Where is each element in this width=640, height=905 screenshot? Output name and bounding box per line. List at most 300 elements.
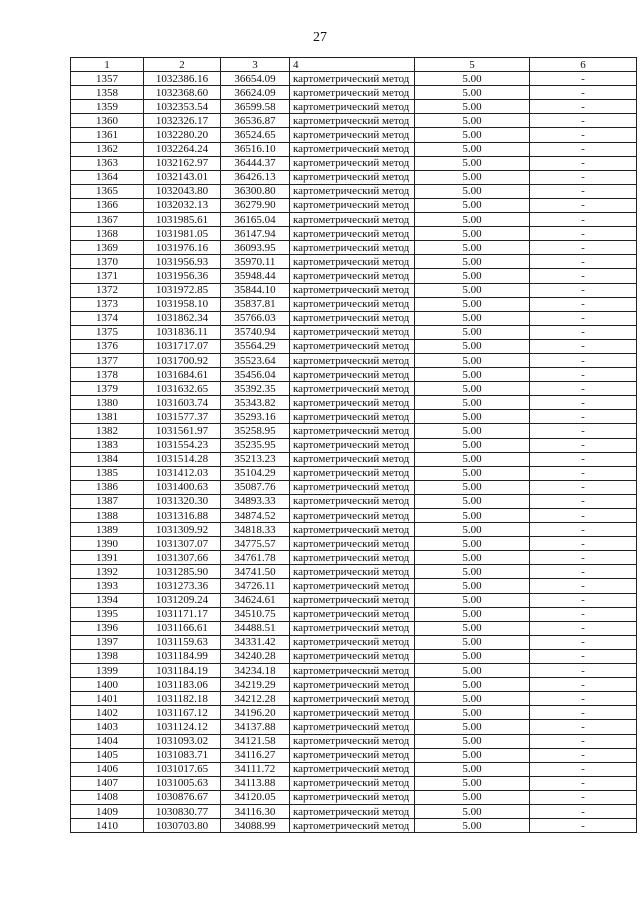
point-number-cell: 1378 — [71, 368, 144, 382]
accuracy-cell: 5.00 — [415, 819, 530, 833]
note-cell: - — [530, 762, 637, 776]
point-number-cell: 1397 — [71, 635, 144, 649]
point-number-cell: 1366 — [71, 198, 144, 212]
y-coordinate-cell: 34234.18 — [221, 664, 290, 678]
point-number-cell: 1367 — [71, 213, 144, 227]
table-row — [71, 621, 637, 635]
x-coordinate-cell: 1032326.17 — [144, 114, 221, 128]
point-number-cell: 1377 — [71, 353, 144, 367]
y-coordinate-cell: 36599.58 — [221, 100, 290, 114]
accuracy-cell: 5.00 — [415, 678, 530, 692]
y-coordinate-cell: 35740.94 — [221, 325, 290, 339]
table-row — [71, 128, 637, 142]
point-number-cell: 1379 — [71, 382, 144, 396]
x-coordinate-cell: 1030830.77 — [144, 804, 221, 818]
accuracy-cell: 5.00 — [415, 706, 530, 720]
point-number-cell: 1364 — [71, 170, 144, 184]
note-cell: - — [530, 382, 637, 396]
y-coordinate-cell: 35523.64 — [221, 353, 290, 367]
accuracy-cell: 5.00 — [415, 170, 530, 184]
point-number-cell: 1358 — [71, 86, 144, 100]
method-cell: картометрический метод — [290, 184, 415, 198]
y-coordinate-cell: 35293.16 — [221, 410, 290, 424]
x-coordinate-cell: 1031184.99 — [144, 649, 221, 663]
table-row — [71, 100, 637, 114]
method-cell: картометрический метод — [290, 692, 415, 706]
method-cell: картометрический метод — [290, 227, 415, 241]
point-number-cell: 1370 — [71, 255, 144, 269]
table-row — [71, 114, 637, 128]
table-row — [71, 297, 637, 311]
x-coordinate-cell: 1031412.03 — [144, 466, 221, 480]
accuracy-cell: 5.00 — [415, 621, 530, 635]
x-coordinate-cell: 1031700.92 — [144, 353, 221, 367]
note-cell: - — [530, 297, 637, 311]
note-cell: - — [530, 466, 637, 480]
method-cell: картометрический метод — [290, 142, 415, 156]
table-row — [71, 339, 637, 353]
table-row — [71, 664, 637, 678]
point-number-cell: 1380 — [71, 396, 144, 410]
y-coordinate-cell: 36165.04 — [221, 213, 290, 227]
y-coordinate-cell: 35948.44 — [221, 269, 290, 283]
x-coordinate-cell: 1032353.54 — [144, 100, 221, 114]
point-number-cell: 1388 — [71, 509, 144, 523]
column-header-4: 4 — [290, 58, 415, 72]
x-coordinate-cell: 1031684.61 — [144, 368, 221, 382]
method-cell: картометрический метод — [290, 523, 415, 537]
point-number-cell: 1368 — [71, 227, 144, 241]
x-coordinate-cell: 1032368.60 — [144, 86, 221, 100]
y-coordinate-cell: 36279.90 — [221, 198, 290, 212]
y-coordinate-cell: 36093.95 — [221, 241, 290, 255]
table-row — [71, 720, 637, 734]
table-row — [71, 748, 637, 762]
table-row — [71, 142, 637, 156]
note-cell: - — [530, 565, 637, 579]
table-row — [71, 480, 637, 494]
table-row — [71, 509, 637, 523]
method-cell: картометрический метод — [290, 100, 415, 114]
x-coordinate-cell: 1031017.65 — [144, 762, 221, 776]
point-number-cell: 1404 — [71, 734, 144, 748]
method-cell: картометрический метод — [290, 128, 415, 142]
table-row — [71, 692, 637, 706]
accuracy-cell: 5.00 — [415, 368, 530, 382]
y-coordinate-cell: 34116.30 — [221, 804, 290, 818]
x-coordinate-cell: 1032264.24 — [144, 142, 221, 156]
x-coordinate-cell: 1031985.61 — [144, 213, 221, 227]
note-cell: - — [530, 424, 637, 438]
column-header-6: 6 — [530, 58, 637, 72]
accuracy-cell: 5.00 — [415, 579, 530, 593]
note-cell: - — [530, 353, 637, 367]
table-body — [71, 72, 637, 833]
accuracy-cell: 5.00 — [415, 198, 530, 212]
method-cell: картометрический метод — [290, 776, 415, 790]
note-cell: - — [530, 734, 637, 748]
note-cell: - — [530, 804, 637, 818]
note-cell: - — [530, 156, 637, 170]
table-row — [71, 579, 637, 593]
table-row — [71, 72, 637, 86]
accuracy-cell: 5.00 — [415, 551, 530, 565]
y-coordinate-cell: 36426.13 — [221, 170, 290, 184]
note-cell: - — [530, 649, 637, 663]
note-cell: - — [530, 170, 637, 184]
x-coordinate-cell: 1031561.97 — [144, 424, 221, 438]
accuracy-cell: 5.00 — [415, 734, 530, 748]
x-coordinate-cell: 1031183.06 — [144, 678, 221, 692]
point-number-cell: 1410 — [71, 819, 144, 833]
point-number-cell: 1387 — [71, 494, 144, 508]
note-cell: - — [530, 678, 637, 692]
method-cell: картометрический метод — [290, 565, 415, 579]
method-cell: картометрический метод — [290, 678, 415, 692]
accuracy-cell: 5.00 — [415, 790, 530, 804]
x-coordinate-cell: 1031093.02 — [144, 734, 221, 748]
method-cell: картометрический метод — [290, 213, 415, 227]
note-cell: - — [530, 509, 637, 523]
point-number-cell: 1385 — [71, 466, 144, 480]
accuracy-cell: 5.00 — [415, 748, 530, 762]
y-coordinate-cell: 34212.28 — [221, 692, 290, 706]
method-cell: картометрический метод — [290, 114, 415, 128]
y-coordinate-cell: 34240.28 — [221, 649, 290, 663]
method-cell: картометрический метод — [290, 396, 415, 410]
y-coordinate-cell: 34893.33 — [221, 494, 290, 508]
method-cell: картометрический метод — [290, 734, 415, 748]
y-coordinate-cell: 36444.37 — [221, 156, 290, 170]
method-cell: картометрический метод — [290, 297, 415, 311]
note-cell: - — [530, 227, 637, 241]
x-coordinate-cell: 1031166.61 — [144, 621, 221, 635]
accuracy-cell: 5.00 — [415, 396, 530, 410]
x-coordinate-cell: 1031309.92 — [144, 523, 221, 537]
x-coordinate-cell: 1031981.05 — [144, 227, 221, 241]
note-cell: - — [530, 579, 637, 593]
note-cell: - — [530, 311, 637, 325]
method-cell: картометрический метод — [290, 255, 415, 269]
x-coordinate-cell: 1031171.17 — [144, 607, 221, 621]
point-number-cell: 1372 — [71, 283, 144, 297]
table-header — [71, 58, 637, 72]
point-number-cell: 1403 — [71, 720, 144, 734]
method-cell: картометрический метод — [290, 269, 415, 283]
accuracy-cell: 5.00 — [415, 283, 530, 297]
table-row — [71, 804, 637, 818]
table-row — [71, 198, 637, 212]
y-coordinate-cell: 35213.23 — [221, 452, 290, 466]
note-cell: - — [530, 269, 637, 283]
method-cell: картометрический метод — [290, 635, 415, 649]
note-cell: - — [530, 325, 637, 339]
note-cell: - — [530, 142, 637, 156]
table-row — [71, 607, 637, 621]
point-number-cell: 1389 — [71, 523, 144, 537]
table-row — [71, 410, 637, 424]
y-coordinate-cell: 34624.61 — [221, 593, 290, 607]
point-number-cell: 1390 — [71, 537, 144, 551]
x-coordinate-cell: 1031976.16 — [144, 241, 221, 255]
note-cell: - — [530, 537, 637, 551]
y-coordinate-cell: 34121.58 — [221, 734, 290, 748]
accuracy-cell: 5.00 — [415, 353, 530, 367]
point-number-cell: 1406 — [71, 762, 144, 776]
x-coordinate-cell: 1032043.80 — [144, 184, 221, 198]
note-cell: - — [530, 607, 637, 621]
note-cell: - — [530, 72, 637, 86]
table-row — [71, 523, 637, 537]
point-number-cell: 1396 — [71, 621, 144, 635]
point-number-cell: 1383 — [71, 438, 144, 452]
note-cell: - — [530, 523, 637, 537]
point-number-cell: 1376 — [71, 339, 144, 353]
accuracy-cell: 5.00 — [415, 452, 530, 466]
table-row — [71, 311, 637, 325]
y-coordinate-cell: 36524.65 — [221, 128, 290, 142]
x-coordinate-cell: 1032032.13 — [144, 198, 221, 212]
x-coordinate-cell: 1031285.90 — [144, 565, 221, 579]
y-coordinate-cell: 34088.99 — [221, 819, 290, 833]
point-number-cell: 1392 — [71, 565, 144, 579]
point-number-cell: 1407 — [71, 776, 144, 790]
table-row — [71, 368, 637, 382]
accuracy-cell: 5.00 — [415, 311, 530, 325]
y-coordinate-cell: 36516.10 — [221, 142, 290, 156]
table-row — [71, 227, 637, 241]
point-number-cell: 1360 — [71, 114, 144, 128]
method-cell: картометрический метод — [290, 382, 415, 396]
note-cell: - — [530, 776, 637, 790]
method-cell: картометрический метод — [290, 424, 415, 438]
method-cell: картометрический метод — [290, 551, 415, 565]
accuracy-cell: 5.00 — [415, 269, 530, 283]
y-coordinate-cell: 35456.04 — [221, 368, 290, 382]
note-cell: - — [530, 494, 637, 508]
method-cell: картометрический метод — [290, 311, 415, 325]
x-coordinate-cell: 1031307.07 — [144, 537, 221, 551]
note-cell: - — [530, 114, 637, 128]
table-row — [71, 184, 637, 198]
method-cell: картометрический метод — [290, 720, 415, 734]
method-cell: картометрический метод — [290, 819, 415, 833]
y-coordinate-cell: 34196.20 — [221, 706, 290, 720]
point-number-cell: 1359 — [71, 100, 144, 114]
y-coordinate-cell: 36536.87 — [221, 114, 290, 128]
column-header-2: 2 — [144, 58, 221, 72]
accuracy-cell: 5.00 — [415, 128, 530, 142]
table-row — [71, 551, 637, 565]
accuracy-cell: 5.00 — [415, 494, 530, 508]
y-coordinate-cell: 35392.35 — [221, 382, 290, 396]
point-number-cell: 1408 — [71, 790, 144, 804]
accuracy-cell: 5.00 — [415, 339, 530, 353]
x-coordinate-cell: 1030703.80 — [144, 819, 221, 833]
accuracy-cell: 5.00 — [415, 114, 530, 128]
note-cell: - — [530, 748, 637, 762]
note-cell: - — [530, 283, 637, 297]
accuracy-cell: 5.00 — [415, 509, 530, 523]
method-cell: картометрический метод — [290, 790, 415, 804]
note-cell: - — [530, 396, 637, 410]
note-cell: - — [530, 635, 637, 649]
x-coordinate-cell: 1031577.37 — [144, 410, 221, 424]
table-row — [71, 635, 637, 649]
x-coordinate-cell: 1032386.16 — [144, 72, 221, 86]
point-number-cell: 1375 — [71, 325, 144, 339]
x-coordinate-cell: 1032280.20 — [144, 128, 221, 142]
point-number-cell: 1365 — [71, 184, 144, 198]
table-row — [71, 438, 637, 452]
point-number-cell: 1382 — [71, 424, 144, 438]
accuracy-cell: 5.00 — [415, 635, 530, 649]
accuracy-cell: 5.00 — [415, 664, 530, 678]
accuracy-cell: 5.00 — [415, 142, 530, 156]
y-coordinate-cell: 35087.76 — [221, 480, 290, 494]
table-row — [71, 213, 637, 227]
point-number-cell: 1399 — [71, 664, 144, 678]
point-number-cell: 1362 — [71, 142, 144, 156]
note-cell: - — [530, 255, 637, 269]
method-cell: картометрический метод — [290, 410, 415, 424]
point-number-cell: 1386 — [71, 480, 144, 494]
y-coordinate-cell: 34137.88 — [221, 720, 290, 734]
method-cell: картометрический метод — [290, 353, 415, 367]
table-row — [71, 776, 637, 790]
note-cell: - — [530, 720, 637, 734]
column-header-1: 1 — [71, 58, 144, 72]
x-coordinate-cell: 1031307.66 — [144, 551, 221, 565]
y-coordinate-cell: 36300.80 — [221, 184, 290, 198]
table-row — [71, 494, 637, 508]
table-row — [71, 156, 637, 170]
table-row — [71, 452, 637, 466]
x-coordinate-cell: 1031836.11 — [144, 325, 221, 339]
accuracy-cell: 5.00 — [415, 720, 530, 734]
y-coordinate-cell: 36147.94 — [221, 227, 290, 241]
note-cell: - — [530, 100, 637, 114]
table-row — [71, 734, 637, 748]
table-row — [71, 241, 637, 255]
table-row — [71, 396, 637, 410]
method-cell: картометрический метод — [290, 537, 415, 551]
note-cell: - — [530, 452, 637, 466]
y-coordinate-cell: 34331.42 — [221, 635, 290, 649]
accuracy-cell: 5.00 — [415, 424, 530, 438]
column-header-3: 3 — [221, 58, 290, 72]
y-coordinate-cell: 34726.11 — [221, 579, 290, 593]
table-row — [71, 819, 637, 833]
method-cell: картометрический метод — [290, 325, 415, 339]
y-coordinate-cell: 35844.10 — [221, 283, 290, 297]
accuracy-cell: 5.00 — [415, 100, 530, 114]
note-cell: - — [530, 241, 637, 255]
method-cell: картометрический метод — [290, 509, 415, 523]
table-row — [71, 537, 637, 551]
accuracy-cell: 5.00 — [415, 382, 530, 396]
point-number-cell: 1373 — [71, 297, 144, 311]
x-coordinate-cell: 1031209.24 — [144, 593, 221, 607]
method-cell: картометрический метод — [290, 607, 415, 621]
method-cell: картометрический метод — [290, 621, 415, 635]
table-row — [71, 466, 637, 480]
x-coordinate-cell: 1031320.30 — [144, 494, 221, 508]
y-coordinate-cell: 36624.09 — [221, 86, 290, 100]
note-cell: - — [530, 664, 637, 678]
point-number-cell: 1402 — [71, 706, 144, 720]
accuracy-cell: 5.00 — [415, 692, 530, 706]
accuracy-cell: 5.00 — [415, 776, 530, 790]
note-cell: - — [530, 438, 637, 452]
note-cell: - — [530, 213, 637, 227]
y-coordinate-cell: 34775.57 — [221, 537, 290, 551]
table-row — [71, 269, 637, 283]
y-coordinate-cell: 35235.95 — [221, 438, 290, 452]
point-number-cell: 1393 — [71, 579, 144, 593]
x-coordinate-cell: 1032162.97 — [144, 156, 221, 170]
accuracy-cell: 5.00 — [415, 762, 530, 776]
method-cell: картометрический метод — [290, 649, 415, 663]
x-coordinate-cell: 1031124.12 — [144, 720, 221, 734]
table-row — [71, 353, 637, 367]
point-number-cell: 1400 — [71, 678, 144, 692]
y-coordinate-cell: 34219.29 — [221, 678, 290, 692]
note-cell: - — [530, 819, 637, 833]
method-cell: картометрический метод — [290, 170, 415, 184]
x-coordinate-cell: 1031184.19 — [144, 664, 221, 678]
x-coordinate-cell: 1031956.36 — [144, 269, 221, 283]
accuracy-cell: 5.00 — [415, 649, 530, 663]
y-coordinate-cell: 35343.82 — [221, 396, 290, 410]
accuracy-cell: 5.00 — [415, 227, 530, 241]
point-number-cell: 1394 — [71, 593, 144, 607]
accuracy-cell: 5.00 — [415, 804, 530, 818]
point-number-cell: 1391 — [71, 551, 144, 565]
note-cell: - — [530, 410, 637, 424]
method-cell: картометрический метод — [290, 466, 415, 480]
x-coordinate-cell: 1031005.63 — [144, 776, 221, 790]
x-coordinate-cell: 1031717.07 — [144, 339, 221, 353]
accuracy-cell: 5.00 — [415, 86, 530, 100]
point-number-cell: 1363 — [71, 156, 144, 170]
method-cell: картометрический метод — [290, 748, 415, 762]
accuracy-cell: 5.00 — [415, 72, 530, 86]
y-coordinate-cell: 34741.50 — [221, 565, 290, 579]
accuracy-cell: 5.00 — [415, 325, 530, 339]
accuracy-cell: 5.00 — [415, 523, 530, 537]
table-row — [71, 86, 637, 100]
x-coordinate-cell: 1031632.65 — [144, 382, 221, 396]
x-coordinate-cell: 1031316.88 — [144, 509, 221, 523]
point-number-cell: 1357 — [71, 72, 144, 86]
method-cell: картометрический метод — [290, 804, 415, 818]
y-coordinate-cell: 35104.29 — [221, 466, 290, 480]
table-row — [71, 762, 637, 776]
table-row — [71, 382, 637, 396]
method-cell: картометрический метод — [290, 762, 415, 776]
accuracy-cell: 5.00 — [415, 241, 530, 255]
accuracy-cell: 5.00 — [415, 410, 530, 424]
accuracy-cell: 5.00 — [415, 213, 530, 227]
method-cell: картометрический метод — [290, 198, 415, 212]
method-cell: картометрический метод — [290, 72, 415, 86]
table-row — [71, 593, 637, 607]
y-coordinate-cell: 34113.88 — [221, 776, 290, 790]
method-cell: картометрический метод — [290, 283, 415, 297]
y-coordinate-cell: 35970.11 — [221, 255, 290, 269]
y-coordinate-cell: 34120.05 — [221, 790, 290, 804]
